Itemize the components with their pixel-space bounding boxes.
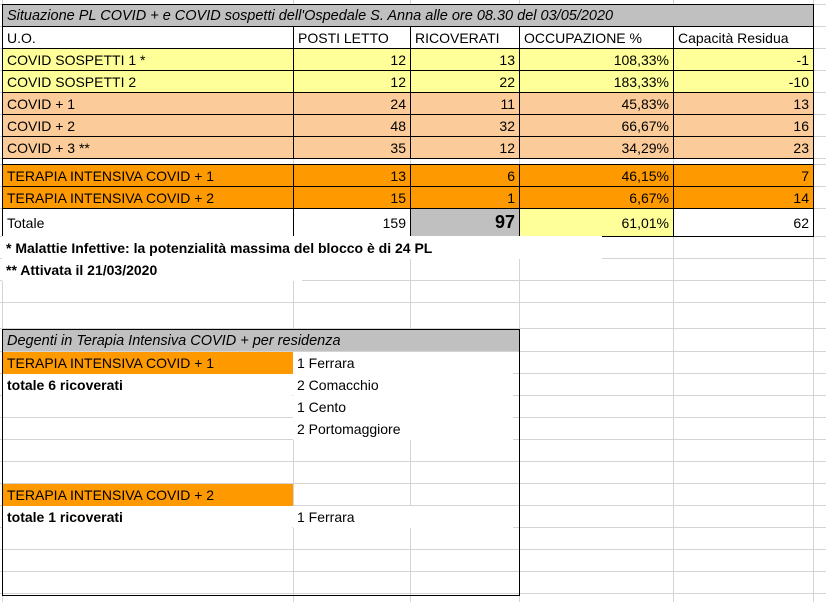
row-capacita: 13 <box>673 92 814 115</box>
header-ricoverati: RICOVERATI <box>410 26 520 49</box>
total-occupazione: 61,01% <box>519 208 674 237</box>
row-uo: COVID SOSPETTI 1 * <box>2 48 294 71</box>
row-capacita: 23 <box>673 136 814 159</box>
residenza-frame-bottom <box>2 595 520 596</box>
row-ricoverati: 22 <box>410 70 520 93</box>
residenza-ti1-totale: totale 6 ricoverati <box>3 374 292 396</box>
note-attivata: ** Attivata il 21/03/2020 <box>2 258 302 281</box>
row-uo: COVID + 1 <box>2 92 294 115</box>
row-uo: COVID SOSPETTI 2 <box>2 70 294 93</box>
header-occupazione: OCCUPAZIONE % <box>519 26 674 49</box>
residenza-ti2-label: TERAPIA INTENSIVA COVID + 2 <box>3 484 293 506</box>
row-occupazione: 45,83% <box>519 92 674 115</box>
row-uo: COVID + 3 ** <box>2 136 294 159</box>
note-malattie-infettive: * Malattie Infettive: la potenzialità massima del blocco è di 24 PL <box>2 236 602 259</box>
residenza-ti1-item: 2 Comacchio <box>293 374 513 396</box>
residenza-ti2-item: 1 Ferrara <box>293 506 513 528</box>
sheet-title: Situazione PL COVID + e COVID sospetti dell'Ospedale S. Anna alle ore 08.30 del 03/05/2020 <box>2 4 814 27</box>
row-ricoverati: 12 <box>410 136 520 159</box>
total-posti: 159 <box>293 208 411 237</box>
residenza-title: Degenti in Terapia Intensiva COVID + per residenza <box>3 330 519 351</box>
row-ricoverati: 13 <box>410 48 520 71</box>
row-occupazione: 34,29% <box>519 136 674 159</box>
row-posti: 24 <box>293 92 411 115</box>
row-posti: 35 <box>293 136 411 159</box>
row-occupazione: 46,15% <box>519 164 674 187</box>
residenza-ti1-item: 1 Ferrara <box>293 352 513 374</box>
row-uo: TERAPIA INTENSIVA COVID + 1 <box>2 164 294 187</box>
header-posti-letto: POSTI LETTO <box>293 26 411 49</box>
row-ricoverati: 11 <box>410 92 520 115</box>
total-capacita: 62 <box>673 208 814 237</box>
residenza-ti1-item: 2 Portomaggiore <box>293 418 513 440</box>
row-posti: 12 <box>293 48 411 71</box>
row-uo: TERAPIA INTENSIVA COVID + 2 <box>2 186 294 209</box>
header-capacita-residua: Capacità Residua <box>673 26 814 49</box>
total-label: Totale <box>2 208 294 237</box>
residenza-frame-right <box>519 329 520 596</box>
row-capacita: 14 <box>673 186 814 209</box>
row-capacita: 16 <box>673 114 814 137</box>
row-posti: 15 <box>293 186 411 209</box>
row-capacita: -1 <box>673 48 814 71</box>
row-ricoverati: 32 <box>410 114 520 137</box>
header-uo: U.O. <box>2 26 294 49</box>
row-posti: 48 <box>293 114 411 137</box>
row-occupazione: 66,67% <box>519 114 674 137</box>
residenza-ti1-label: TERAPIA INTENSIVA COVID + 1 <box>3 352 293 374</box>
row-occupazione: 6,67% <box>519 186 674 209</box>
row-occupazione: 183,33% <box>519 70 674 93</box>
row-uo: COVID + 2 <box>2 114 294 137</box>
total-ricoverati: 97 <box>410 208 520 237</box>
row-posti: 13 <box>293 164 411 187</box>
row-ricoverati: 1 <box>410 186 520 209</box>
residenza-ti1-item: 1 Cento <box>293 396 513 418</box>
residenza-ti2-totale: totale 1 ricoverati <box>3 506 292 528</box>
row-occupazione: 108,33% <box>519 48 674 71</box>
row-capacita: 7 <box>673 164 814 187</box>
row-ricoverati: 6 <box>410 164 520 187</box>
row-capacita: -10 <box>673 70 814 93</box>
row-posti: 12 <box>293 70 411 93</box>
